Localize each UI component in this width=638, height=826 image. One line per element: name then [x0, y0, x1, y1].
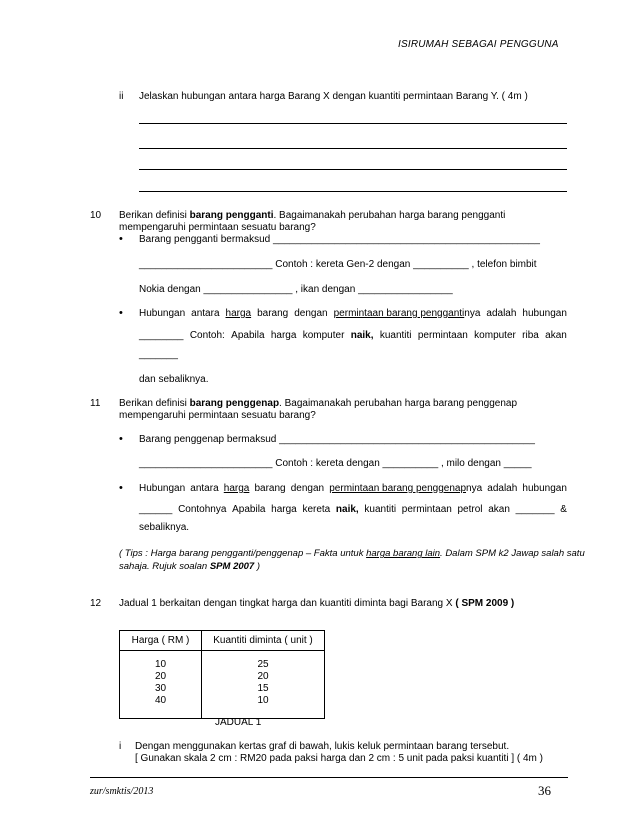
table-col-harga: [120, 651, 202, 719]
jadual-1-table: [119, 630, 325, 719]
word: Hubungan: [139, 483, 186, 494]
word: barang: [257, 308, 289, 319]
word: kuantiti: [364, 504, 397, 515]
page-header: ISIRUMAH SEBAGAI PENGGUNA: [398, 39, 559, 50]
word-underlined: harga: [225, 308, 252, 319]
table-header-harga: Harga ( RM ): [120, 631, 202, 651]
word: adalah: [487, 483, 518, 494]
q10-b2-line4: dan sebaliknya.: [139, 374, 209, 385]
q11-line1-post: . Bagaimanakah perubahan harga barang penggenap: [279, 398, 518, 409]
q11-b1-text: Barang penggenap bermaksud ______________________________________________: [139, 434, 535, 445]
tips-line1: [119, 548, 585, 559]
tips-text: sahaja. Rujuk soalan: [119, 561, 210, 572]
q9-prompt: Jelaskan hubungan antara harga Barang X dengan kuantiti permintaan Barang Y. ( 4m ): [139, 91, 528, 102]
word: &: [560, 504, 567, 515]
q12-sub-number: i: [119, 741, 122, 752]
word: hubungan: [522, 308, 567, 319]
word: kuantiti: [379, 330, 412, 341]
word-bold: naik,: [335, 504, 359, 515]
word: kereta: [302, 504, 331, 515]
word: dengan: [294, 308, 328, 319]
footer-rule: [90, 777, 568, 778]
bullet-icon: •: [119, 433, 123, 445]
q11-term: barang penggenap: [189, 398, 280, 409]
q10-b1-cont2: Nokia dengan ________________ , ikan dengan _________________: [139, 284, 453, 295]
word: komputer: [474, 330, 516, 341]
word: nya: [464, 308, 481, 319]
q11-number: 11: [90, 398, 101, 409]
q10-b1-text: Barang pengganti bermaksud ________________________________________________: [139, 234, 540, 245]
word: Hubungan: [139, 308, 186, 319]
tips-line2: [119, 561, 260, 572]
page-number: 36: [538, 783, 551, 798]
word: harga: [271, 504, 297, 515]
table-cell: 10: [257, 695, 269, 706]
word: komputer: [302, 330, 345, 341]
bullet-icon: •: [119, 233, 123, 245]
word: antara: [191, 308, 220, 319]
q12-sub-line2: [ Gunakan skala 2 cm : RM20 pada paksi harga dan 2 cm : 5 unit pada paksi kuantiti ] ( 4m ): [135, 753, 543, 764]
q12-sub-line1: Dengan menggunakan kertas graf di bawah, lukis keluk permintaan barang tersebut.: [135, 741, 510, 752]
table-cell: 10: [154, 659, 167, 670]
table-cell: 40: [154, 695, 167, 706]
table-cell: 30: [154, 683, 167, 694]
table-header-kuantiti: Kuantiti diminta ( unit ): [202, 631, 325, 651]
word: Apabila: [232, 504, 266, 515]
word: akan: [488, 504, 510, 515]
word: antara: [190, 483, 219, 494]
tips-underlined: harga barang lain: [366, 548, 441, 559]
q10-b2-line3: _______: [139, 349, 178, 360]
q10-line2: mempengaruhi permintaan sesuatu barang?: [119, 222, 316, 233]
q10-line1-post: . Bagaimanakah perubahan harga barang pengganti: [273, 210, 506, 221]
word: dengan: [290, 483, 325, 494]
table-cell: 20: [154, 671, 167, 682]
word-bold: naik,: [350, 330, 374, 341]
word: petrol: [457, 504, 483, 515]
q11-line2: mempengaruhi permintaan sesuatu barang?: [119, 410, 316, 421]
bullet-icon: •: [119, 482, 123, 494]
blank: _______: [515, 504, 555, 515]
q11-line1-pre: Berikan definisi: [119, 398, 190, 409]
word: Contohnya: [178, 504, 227, 515]
bullet-icon: •: [119, 307, 123, 319]
q10-line1-pre: Berikan definisi: [119, 210, 190, 221]
word: riba: [522, 330, 539, 341]
tips-text: ): [254, 561, 261, 572]
word-underlined: permintaan barang penggenap: [329, 483, 467, 494]
blank: ______: [139, 504, 173, 515]
q11-b2-line1: [139, 483, 567, 494]
footer-author: zur/smktis/2013: [90, 786, 154, 797]
q11-line1: [119, 398, 517, 409]
q10-line1: [119, 210, 505, 221]
word-underlined: permintaan barang pengganti: [333, 308, 465, 319]
word: Contoh:: [189, 330, 225, 341]
word-underlined: harga: [223, 483, 250, 494]
word: akan: [545, 330, 567, 341]
q11-b1-cont: ________________________ Contoh : kereta dengan __________ , milo dengan _____: [139, 458, 532, 469]
table-caption: JADUAL 1: [215, 717, 262, 728]
blank: ________: [139, 330, 184, 341]
word: harga: [270, 330, 297, 341]
tips-text: ( Tips : Harga barang pengganti/penggenap – Fakta untuk: [119, 548, 367, 559]
q11-b2-line3: sebaliknya.: [139, 522, 190, 533]
answer-line: [139, 191, 567, 192]
q10-number: 10: [90, 210, 102, 221]
word: nya: [466, 483, 483, 494]
word: hubungan: [522, 483, 567, 494]
q12-text: [119, 598, 514, 609]
tips-text: . Dalam SPM k2 Jawap salah satu: [440, 548, 585, 559]
tips-bold: SPM 2007: [209, 561, 255, 572]
q10-b1-cont: ________________________ Contoh : kereta Gen-2 dengan __________ , telefon bimbit: [139, 259, 537, 270]
word: permintaan: [401, 504, 452, 515]
q10-b2-line2: [139, 330, 567, 341]
q12-number: 12: [90, 598, 102, 609]
q10-term: barang pengganti: [189, 210, 274, 221]
table-cell: 15: [257, 683, 269, 694]
table-cell: 20: [257, 671, 269, 682]
q12-ref: ( SPM 2009 ): [455, 598, 515, 609]
word: Apabila: [231, 330, 265, 341]
answer-line: [139, 148, 567, 149]
q11-b2-line2: [139, 504, 567, 515]
q12-text-pre: Jadual 1 berkaitan dengan tingkat harga dan kuantiti diminta bagi Barang X: [119, 598, 456, 609]
table-cell: 25: [257, 659, 269, 670]
q10-b2-line1: [139, 308, 567, 319]
answer-line: [139, 123, 567, 124]
table-col-kuantiti: [202, 651, 325, 719]
q9-sub-number: ii: [119, 91, 124, 102]
word: barang: [254, 483, 286, 494]
answer-line: [139, 169, 567, 170]
word: permintaan: [417, 330, 468, 341]
word: adalah: [486, 308, 517, 319]
